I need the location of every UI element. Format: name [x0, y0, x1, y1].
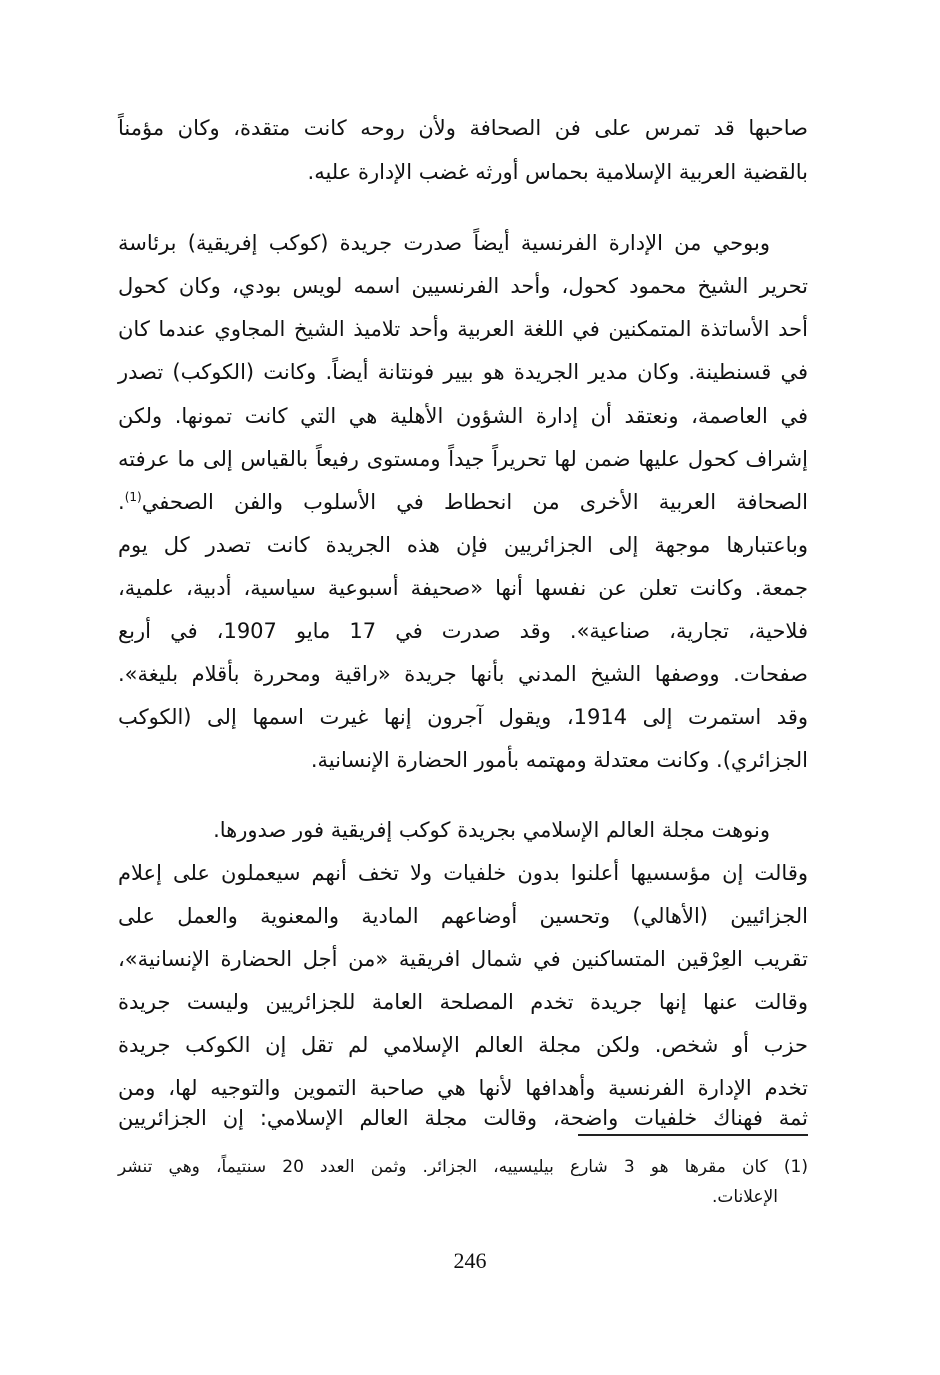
text-line: صاحبها قد تمرس على فن الصحافة ولأن روحه كانت متقدة، وكان مؤمناً — [118, 116, 808, 140]
text-line: وقد استمرت إلى 1914، ويقول آجرون إنها غيرت اسمها إلى (الكوكب — [118, 705, 808, 729]
text-line: ثمة فهناك خلفيات واضحة، وقالت مجلة العالم الإسلامي: إن الجزائريين — [118, 1106, 808, 1130]
text-line: بالقضية العربية الإسلامية بحماس أورثه غضب الإدارة عليه. — [307, 160, 808, 184]
text-line: تحرير الشيخ محمود كحول، وأحد الفرنسيين اسمه لويس بودي، وكان كحول — [118, 274, 808, 298]
text-line: وبوحي من الإدارة الفرنسية أيضاً صدرت جريدة (كوكب إفريقية) برئاسة — [118, 231, 770, 255]
text-line: وباعتبارها موجهة إلى الجزائريين فإن هذه الجريدة كانت تصدر كل يوم — [118, 533, 808, 557]
text-line: أحد الأساتذة المتمكنين في اللغة العربية وأحد تلاميذ الشيخ المجاوي عندما كان — [118, 317, 808, 341]
text-line: صفحات. ووصفها الشيخ المدني بأنها جريدة «راقية ومحررة بأقلام بليغة». — [118, 662, 808, 686]
text-line: جمعة. وكانت تعلن عن نفسها أنها «صحيفة أسبوعية سياسية، أدبية، علمية، — [118, 576, 808, 600]
text-line: تقريب العِرْقين المتساكنين في شمال افريقية «من أجل الحضارة الإنسانية»، — [118, 947, 808, 971]
footnote-line: الإعلانات. — [711, 1187, 778, 1207]
text-line: الصحافة العربية الأخرى من انحطاط في الأسلوب والفن الصحفي — [141, 490, 808, 514]
text-line-with-footnote-ref — [118, 482, 808, 522]
text-line: في العاصمة، ونعتقد أن إدارة الشؤون الأهلية هي التي كانت تمونها. ولكن — [118, 404, 808, 428]
text-line: وقالت إن مؤسسيها أعلنوا بدون خلفيات ولا تخف أنهم سيعملون على إعلام — [118, 861, 808, 885]
text-line: وقالت عنها إنها جريدة تخدم المصلحة العامة للجزائريين وليست جريدة — [118, 990, 808, 1014]
text-line: إشراف كحول عليها ضمن لها تحريراً جيداً ومستوى رفيعاً بالقياس إلى ما عرفته — [118, 447, 808, 471]
period: . — [118, 490, 125, 514]
text-line: الجزائري). وكانت معتدلة ومهتمه بأمور الحضارة الإنسانية. — [310, 748, 808, 772]
text-line: فلاحية، تجارية، صناعية». وقد صدرت في 17 مايو 1907، في أربع — [118, 619, 808, 643]
text-line: الجزائيين (الأهالي) وتحسين أوضاعهم المادية والمعنوية والعمل على — [118, 904, 808, 928]
text-line: في قسنطينة. وكان مدير الجريدة هو بيير فونتانة أيضاً. وكانت (الكوكب) تصدر — [118, 360, 808, 384]
footnote-line: (1) كان مقرها هو 3 شارع بيليسييه، الجزائر. وثمن العدد 20 سنتيماً، وهي تنشر — [118, 1157, 808, 1177]
text-line: ونوهت مجلة العالم الإسلامي بجريدة كوكب إفريقية فور صدورها. — [213, 818, 770, 842]
page-number: 246 — [453, 1248, 487, 1273]
footnote-ref-link[interactable]: (1) — [124, 490, 142, 504]
text-line: تخدم الإدارة الفرنسية وأهدافها لأنها هي صاحبة التموين والتوجيه لها، ومن — [118, 1076, 808, 1100]
footnote-divider — [578, 1134, 808, 1136]
text-line: حزب أو شخص. ولكن مجلة العالم الإسلامي لم تقل إن الكوكب جريدة — [118, 1033, 808, 1057]
